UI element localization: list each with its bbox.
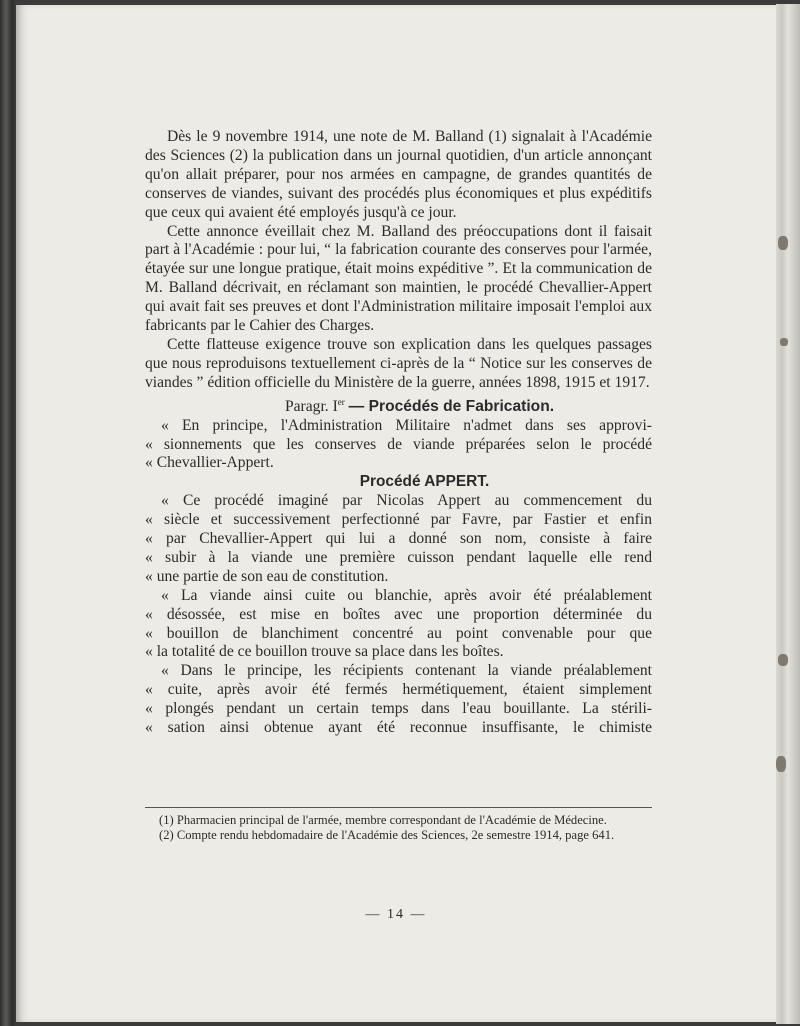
quote-block-1 [145,417,652,474]
quote-block-4 [145,662,652,738]
section-heading-paragraph [145,393,652,417]
quote-line: « subir à la viande une première cuisson pendant laquelle elle rend [145,548,652,566]
next-page-edge [776,4,800,1024]
footnotes [145,813,650,844]
paper-mark [776,756,786,772]
quote-block-2 [145,492,652,587]
quote-line: « siècle et successivement perfectionné par Favre, par Fastier et enfin [145,511,652,529]
heading-title: — Procédés de Fabrication. [348,397,555,415]
page-number: — 14 — [365,907,427,922]
book-page [16,5,776,1022]
heading-superscript: er [337,396,345,407]
quote-line: « bouillon de blanchiment concentré au point convenable pour que [145,624,652,642]
quote-line: « la totalité de ce bouillon trouve sa place dans les boîtes. [145,643,504,661]
quote-line: « Ce procédé imaginé par Nicolas Appert au commencement du [161,492,652,510]
paragraph-1: Dès le 9 novembre 1914, une note de M. Balland (1) signalait à l'Académie des Sciences (2) la publication dans un journal quotidien, d'un article annonçant qu'on allait préparer, pour nos armées en campagne, de grandes quantités de conserves de viandes, suivant des procédés plus économiques et plus expéditifs que ceux qui avaient été employés jusqu'à ce jour. [145,128,652,221]
paragraph-2: Cette annonce éveillait chez M. Balland des préoccupations dont il faisait part à l'Académie : pour lui, “ la fabrication courante des conserves pour l'armée, étayée sur une longue pratique, était moins expéditive ”. Et la communication de M. Balland décrivait, en réclamant son maintien, le procédé Chevallier-Appert qui avait fait ses preuves et dont l'Administration militaire imposait l'emploi aux fabricants par le Cahier des Charges. [145,222,652,335]
quote-line: « une partie de son eau de constitution. [145,567,389,585]
quote-line: « sation ainsi obtenue ayant été reconnue insuffisante, le chimiste [145,719,652,737]
quote-line: « La viande ainsi cuite ou blanchie, après avoir été préalablement [161,586,652,604]
heading-prefix: Paragr. I [284,397,338,415]
quote-line: « par Chevallier-Appert qui lui a donné son nom, consiste à faire [145,530,652,548]
quote-line: « cuite, après avoir été fermés hermétiquement, étaient simplement [145,681,652,699]
paragraph-3: Cette flatteuse exigence trouve son explication dans les quelques passages que nous reproduisons textuellement ci-après de la “ Notice sur les conserves de viandes ” édition officielle du Ministère de la guerre, années 1898, 1915 et 1917. [145,335,652,391]
section-heading-appert: Procédé APPERT. [359,473,490,491]
footnote-separator [145,807,652,808]
footnote-2: (2) Compte rendu hebdomadaire de l'Académie des Sciences, 2e semestre 1914, page 641. [159,828,615,843]
quote-line: « désossée, est mise en boîtes avec une proportion déterminée du [145,605,652,623]
quote-line: « Dans le principe, les récipients contenant la viande préalablement [161,662,652,680]
quote-line: « sionnements que les conserves de viande préparées selon le procédé [145,435,652,453]
paper-mark [778,236,788,250]
footnote-1: (1) Pharmacien principal de l'armée, membre correspondant de l'Académie de Médecine. [159,813,607,827]
quote-line: « Chevallier-Appert. [145,454,274,472]
quote-line: « En principe, l'Administration Militaire n'admet dans ses approvi- [161,416,652,434]
body-text [145,128,652,738]
quote-line: « plongés pendant un certain temps dans l'eau bouillante. La stérili- [145,700,652,718]
quote-block-3 [145,587,652,663]
paper-mark [778,654,788,666]
paper-mark [780,338,788,346]
